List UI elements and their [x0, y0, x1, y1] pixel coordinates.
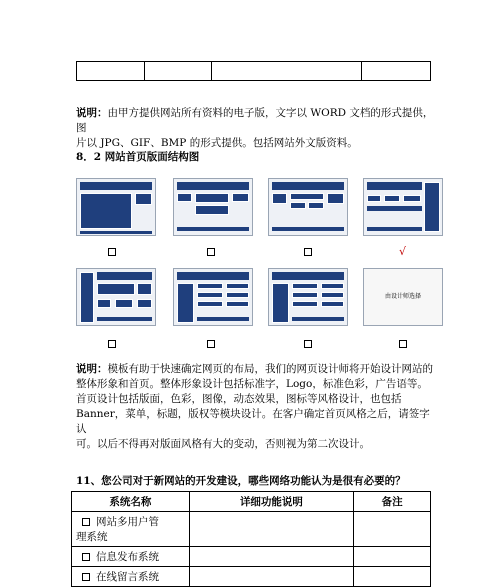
system-name: 在线留言系统 [96, 571, 159, 583]
note-text: 可。以后不得再对版面风格有大的变动，否则视为第二次设计。 [76, 438, 370, 450]
layout-checkbox-8[interactable] [399, 340, 407, 348]
detail-cell[interactable] [189, 547, 354, 567]
system-name-cell [72, 547, 190, 567]
note-text: Banner，菜单，标题，版权等模块设计。在客户确定首页风格之后，请签字认 [76, 408, 430, 435]
layout-checkbox-5[interactable] [108, 340, 116, 348]
detail-cell[interactable] [189, 512, 354, 547]
table-cell [212, 62, 362, 80]
designer-choice-card[interactable] [363, 268, 443, 326]
column-header: 详细功能说明 [189, 492, 354, 512]
layout-option-7[interactable] [268, 268, 348, 326]
question-title: 11、您公司对于新网站的开发建设，哪些网络功能认为是很有必要的？ [76, 475, 406, 487]
table-row [72, 512, 431, 547]
system-name-cell [72, 567, 190, 587]
designer-choice-label: 由设计师选择 [384, 293, 421, 300]
system-name-cell [72, 512, 190, 547]
layout-option-6[interactable] [173, 268, 253, 326]
column-header: 系统名称 [72, 492, 190, 512]
system-name: 网站多用户管 [96, 516, 159, 528]
layout-checkbox-1[interactable] [108, 248, 116, 256]
layout-option-3[interactable] [268, 178, 348, 236]
template-note [76, 362, 436, 452]
feature-table [71, 491, 431, 587]
layout-checkbox-3[interactable] [304, 248, 312, 256]
feature-checkbox[interactable] [82, 553, 90, 561]
remark-cell[interactable] [354, 567, 431, 587]
note-text: 由甲方提供网站所有资料的电子版，文字以 WORD 文档的形式提供，图 [76, 107, 434, 134]
system-name: 理系统 [76, 531, 108, 543]
note-label: 说明： [76, 363, 108, 375]
selected-check-icon[interactable]: √ [399, 245, 407, 258]
note-label: 说明： [76, 107, 108, 119]
feature-checkbox[interactable] [82, 573, 90, 581]
note-text: 整体形象和首页。整体形象设计包括标准字，Logo，标准色彩，广告语等。 [76, 378, 428, 390]
note-text: 模板有助于快速确定网页的布局，我们的网页设计师将开始设计网站的 [107, 363, 433, 375]
layout-option-4[interactable] [363, 178, 443, 236]
feature-checkbox[interactable] [82, 518, 90, 526]
table-cell [362, 62, 430, 80]
system-name: 信息发布系统 [96, 551, 159, 563]
table-cell [77, 62, 145, 80]
layout-option-2[interactable] [173, 178, 253, 236]
table-row [72, 567, 431, 587]
layout-option-5[interactable] [76, 268, 156, 326]
table-header-row [72, 492, 431, 512]
layout-checkbox-2[interactable] [207, 248, 215, 256]
layout-option-1[interactable] [76, 178, 156, 236]
table-row [72, 547, 431, 567]
detail-cell[interactable] [189, 567, 354, 587]
note-text: 首页设计包括版面，色彩，图像，动态效果，图标等风格设计，也包括 [76, 393, 402, 405]
layout-checkbox-7[interactable] [304, 340, 312, 348]
note-text: 片以 JPG、GIF、BMP 的形式提供。包括网站外文版资料。 [76, 137, 358, 149]
section-title: 8．2 网站首页版面结构图 [76, 151, 200, 163]
remark-cell[interactable] [354, 547, 431, 567]
column-header: 备注 [354, 492, 431, 512]
table-cell [145, 62, 213, 80]
materials-note [76, 106, 436, 151]
layout-checkbox-6[interactable] [207, 340, 215, 348]
blank-table-row [76, 61, 431, 81]
remark-cell[interactable] [354, 512, 431, 547]
